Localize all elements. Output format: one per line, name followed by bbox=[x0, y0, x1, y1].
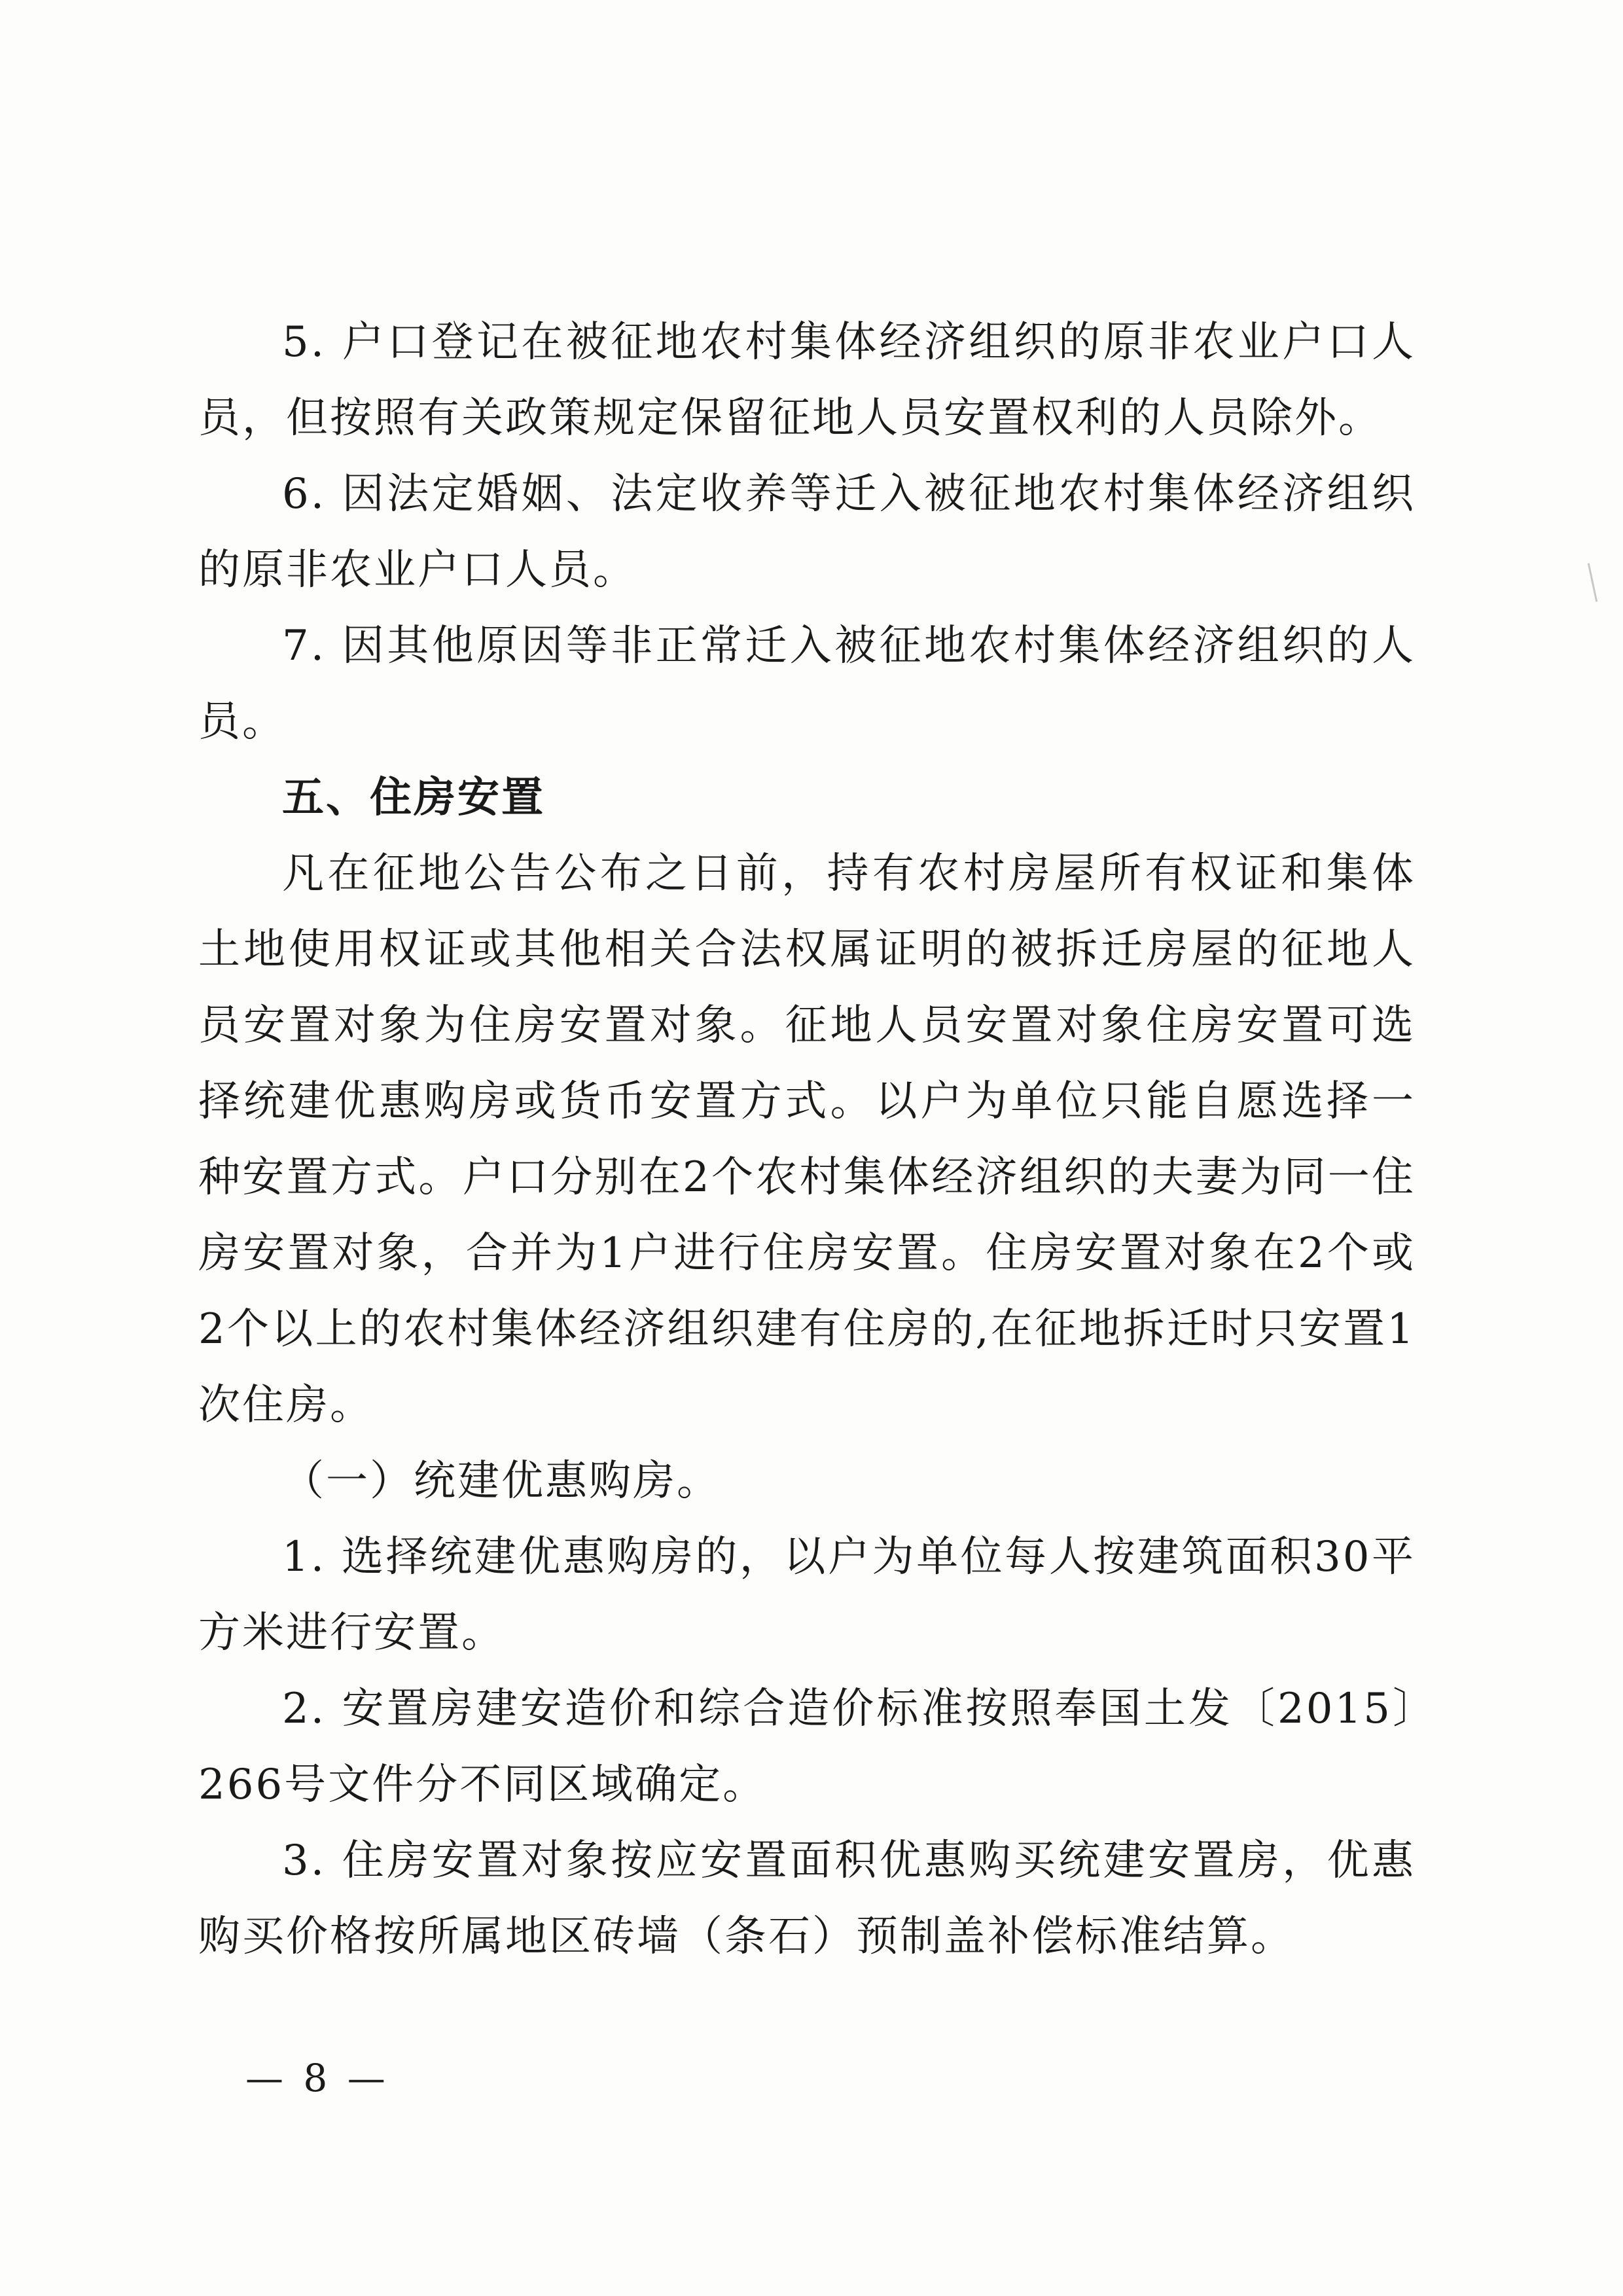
paragraph-item-3: 3. 住房安置对象按应安置面积优惠购买统建安置房，优惠购买价格按所属地区砖墙（条石）预制盖补偿标准结算。 bbox=[198, 1837, 1416, 1961]
scan-edge-mark bbox=[1588, 563, 1597, 601]
paragraph-item-5: 5. 户口登记在被征地农村集体经济组织的原非农业户口人员，但按照有关政策规定保留征地人员安置权利的人员除外。 bbox=[198, 318, 1416, 442]
paragraph-item-1: 1. 选择统建优惠购房的，以户为单位每人按建筑面积30平方米进行安置。 bbox=[198, 1533, 1416, 1657]
document-body bbox=[198, 304, 1416, 1975]
subsection-heading-unified-purchase: （一）统建优惠购房。 bbox=[282, 1457, 721, 1505]
page-number: — 8 — bbox=[245, 2056, 389, 2100]
paragraph-item-6: 6. 因法定婚姻、法定收养等迁入被征地农村集体经济组织的原非农业户口人员。 bbox=[198, 470, 1416, 594]
paragraph-item-7: 7. 因其他原因等非正常迁入被征地农村集体经济组织的人员。 bbox=[198, 622, 1416, 746]
section-heading-housing: 五、住房安置 bbox=[282, 774, 545, 822]
paragraph-housing-intro: 凡在征地公告公布之日前，持有农村房屋所有权证和集体土地使用权证或其他相关合法权属证明的被拆迁房屋的征地人员安置对象为住房安置对象。征地人员安置对象住房安置可选择统建优惠购房或货币安置方式。以户为单位只能自愿选择一种安置方式。户口分别在2个农村集体经济组织的夫妻为同一住房安置对象，合并为1户进行住房安置。住房安置对象在2个或2个以上的农村集体经济组织建有住房的,在征地拆迁时只安置1次住房。 bbox=[198, 850, 1416, 1429]
paragraph-item-2: 2. 安置房建安造价和综合造价标准按照奉国土发〔2015〕266号文件分不同区域确定。 bbox=[198, 1685, 1416, 1809]
